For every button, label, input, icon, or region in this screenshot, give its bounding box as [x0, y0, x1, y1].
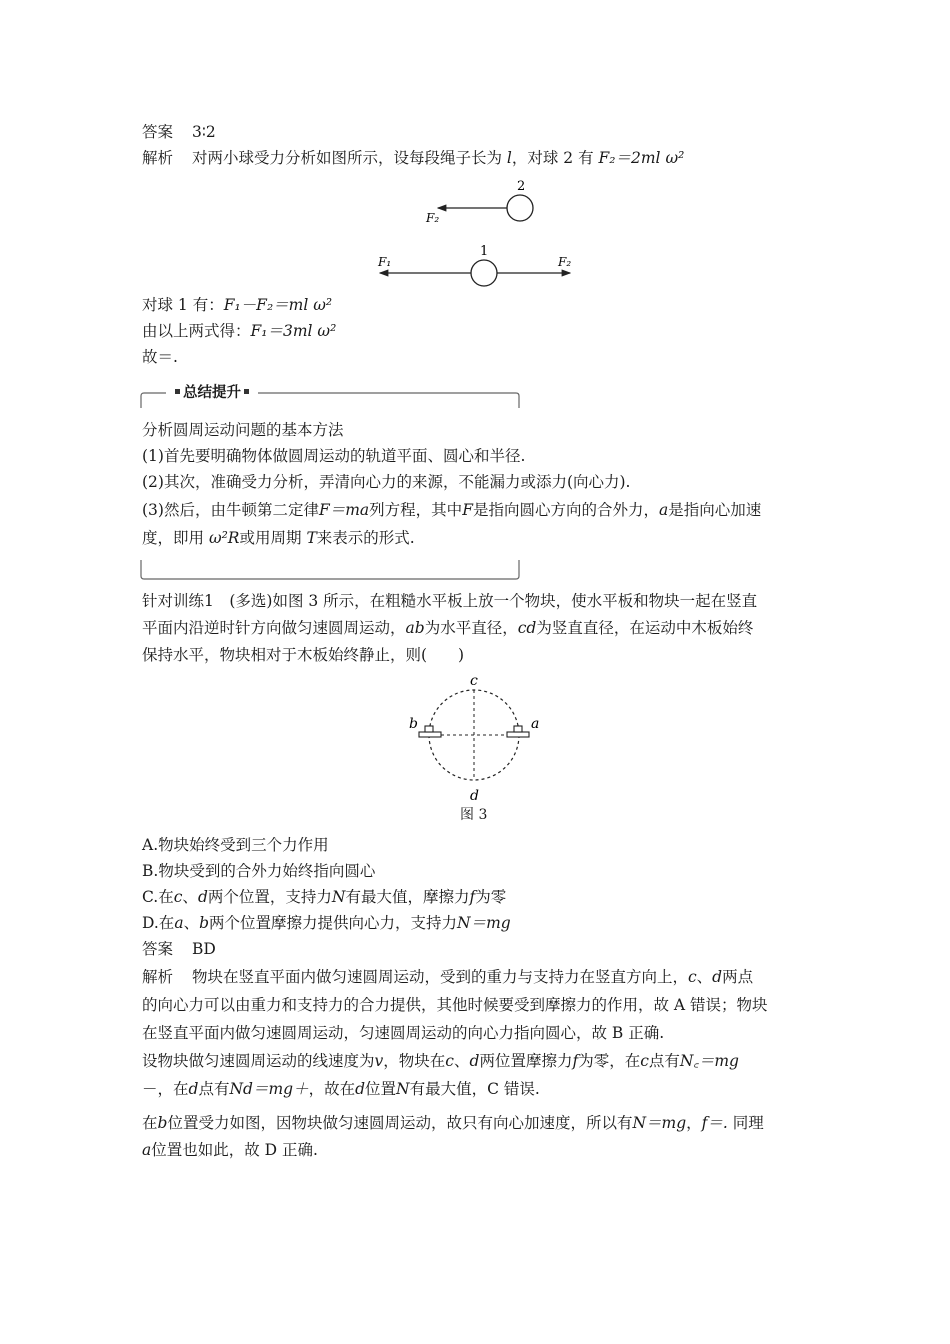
- a2-l5c: ，故在: [308, 1080, 356, 1098]
- analysis2-line-2: 的向心力可以由重力和支持力的合力提供，其他时候要受到摩擦力的作用，故 A 错误；物块: [142, 996, 768, 1014]
- answer-line-1: [142, 120, 216, 144]
- od-formula: N＝mg: [457, 914, 511, 932]
- ball-1-label: 1: [480, 244, 489, 259]
- s3b: 列方程，其中: [369, 501, 463, 519]
- eq2-prefix: 由以上两式得：: [142, 322, 251, 340]
- f2-top-label: F₂: [426, 211, 440, 225]
- a2-l4f: f: [572, 1052, 579, 1070]
- s3d: 是指向心加速: [668, 501, 762, 519]
- option-c: [142, 885, 506, 909]
- analysis2-line-4: [142, 1049, 739, 1073]
- option-a: A.物块始终受到三个力作用: [142, 836, 329, 854]
- summary-title: [166, 381, 258, 405]
- ball-1: [471, 260, 497, 286]
- summary-item-3-cont: [142, 526, 415, 550]
- s3f: F＝ma: [318, 501, 370, 519]
- a2-l4b: ，物块在: [383, 1052, 446, 1070]
- a2-l4sep: 、: [453, 1052, 470, 1070]
- a2-l1sep: 、: [696, 968, 713, 986]
- summary-item-2: (2)其次，准确受力分析，弄清向心力的来源，不能漏力或添力(向心力).: [142, 473, 631, 491]
- exercise-line-1: 针对训练1 (多选)如图 3 所示，在粗糙水平板上放一个物块，使水平板和物块一起在竖直: [142, 592, 758, 610]
- a2-l4Nc: N꜀＝mg: [679, 1052, 739, 1070]
- summary-title-text: 总结提升: [183, 385, 241, 401]
- a2-l4c2: c: [640, 1052, 649, 1070]
- oc-N: N: [331, 888, 346, 906]
- label-c: c: [470, 673, 478, 689]
- s3e: 度，即用: [142, 529, 205, 547]
- analysis2-label: 解析: [142, 968, 174, 986]
- var-l: l: [506, 149, 512, 167]
- od-bv: b: [199, 914, 210, 932]
- od-sep: 、: [183, 914, 200, 932]
- a2-l5b: 点有: [198, 1080, 230, 1098]
- a2-l5d: d: [188, 1080, 199, 1098]
- s3c: 是指向圆心方向的合外力，: [472, 501, 659, 519]
- oc-d: d: [197, 888, 208, 906]
- a2-l1d: d: [712, 968, 723, 986]
- f1-label: F₁: [378, 255, 392, 269]
- a2-l7a: a: [142, 1141, 152, 1159]
- formula-f2: F₂＝2ml ω²: [598, 149, 685, 167]
- od-a: D.在: [142, 914, 175, 932]
- ex2c: 为竖直直径，在运动中木板始终: [536, 619, 754, 637]
- a2-l5d2: d: [355, 1080, 366, 1098]
- a2-l6N: N＝mg: [632, 1114, 687, 1132]
- oc-a: C.在: [142, 888, 174, 906]
- board-a: [507, 732, 529, 737]
- oc-sep: 、: [182, 888, 198, 906]
- oc-b: 两个位置，支持力: [207, 888, 332, 906]
- analysis2-line-3: 在竖直平面内做匀速圆周运动，匀速圆周运动的向心力指向圆心，故 B 正确.: [142, 1024, 665, 1042]
- oc-f: f: [469, 888, 476, 906]
- a2-l6bb: 位置受力如图，因物块做匀速圆周运动，故只有向心加速度，所以有: [167, 1114, 633, 1132]
- analysis2-line-6: [142, 1111, 764, 1135]
- analysis-line-1: [142, 146, 684, 170]
- s3av: a: [658, 501, 669, 519]
- a2-l5a: －，在: [142, 1080, 189, 1098]
- s3g: 来表示的形式.: [316, 529, 415, 547]
- s3T: T: [306, 529, 317, 547]
- a2-l5Nd: Nd＝mg＋: [229, 1080, 309, 1098]
- block-b: [425, 726, 433, 732]
- answer2-value: BD: [191, 940, 216, 958]
- summary-item-1: (1)首先要明确物体做圆周运动的轨道平面、圆心和半径.: [142, 447, 526, 465]
- board-b: [419, 732, 441, 737]
- ex-cd: cd: [517, 619, 537, 637]
- label-a: a: [531, 716, 540, 732]
- analysis2-line-5: [142, 1077, 540, 1101]
- option-b: B.物块受到的合外力始终指向圆心: [142, 862, 376, 880]
- a2-l6d: 同理: [732, 1114, 764, 1132]
- s3w: ω²R: [208, 529, 240, 547]
- eq2-formula: F₁＝3ml ω²: [250, 322, 337, 340]
- oc-e: 为零: [475, 888, 507, 906]
- a2-l4a: 设物块做匀速圆周运动的线速度为: [142, 1052, 375, 1070]
- figure-3-caption: 图 3: [460, 807, 488, 823]
- a2-l4d: d: [469, 1052, 480, 1070]
- a2-l4v: v: [374, 1052, 384, 1070]
- a2-l7: 位置也如此，故 D 正确.: [151, 1141, 318, 1159]
- s3F: F: [462, 501, 473, 519]
- a2-l5e: 有最大值，C 错误.: [409, 1080, 540, 1098]
- equation-3: [142, 345, 178, 369]
- oc-c: c: [173, 888, 183, 906]
- analysis-text-2: ，对球 2 有: [511, 149, 594, 167]
- od-av: a: [174, 914, 184, 932]
- exercise-line-2: [142, 616, 753, 640]
- a2-l4c: c: [445, 1052, 454, 1070]
- ex2b: 为水平直径，: [424, 619, 518, 637]
- label-d: d: [470, 788, 479, 804]
- circle-motion-diagram: [400, 670, 550, 805]
- a2-l1c: c: [687, 968, 697, 986]
- a2-l4e: 点有: [648, 1052, 680, 1070]
- equation-2: [142, 319, 336, 343]
- a2-l4cc: 两位置摩擦力: [479, 1052, 573, 1070]
- od-b: 两个位置摩擦力提供向心力，支持力: [209, 914, 458, 932]
- a2-l6f: f＝.: [701, 1114, 733, 1132]
- exercise-line-3: 保持水平，物块相对于木板始终静止，则( ): [142, 646, 465, 664]
- equation-1: [142, 293, 332, 317]
- analysis-text: 对两小球受力分析如图所示，设每段绳子长为: [191, 149, 502, 167]
- answer-line-2: [142, 937, 216, 961]
- label-b: b: [409, 716, 418, 732]
- a2-l6b: b: [157, 1114, 168, 1132]
- analysis-label: 解析: [142, 149, 174, 167]
- ex-ab: ab: [405, 619, 425, 637]
- answer-value: 3∶2: [191, 123, 216, 141]
- eq3-text: 故＝.: [142, 348, 178, 366]
- answer-label: 答案: [142, 123, 174, 141]
- eq1-formula: F₁－F₂＝ml ω²: [223, 296, 333, 314]
- eq1-prefix: 对球 1 有：: [142, 296, 224, 314]
- a2-l1a: 物块在竖直平面内做匀速圆周运动，受到的重力与支持力在竖直方向上，: [191, 968, 688, 986]
- block-a: [514, 726, 522, 732]
- a2-l4dd: 为零，在: [578, 1052, 641, 1070]
- summary-heading: 分析圆周运动问题的基本方法: [142, 421, 344, 439]
- analysis2-line-7: [142, 1138, 318, 1162]
- f2-right-label: F₂: [558, 255, 572, 269]
- a2-l1b: 两点: [722, 968, 754, 986]
- s3ff: 或用周期: [239, 529, 302, 547]
- ball-2: [507, 195, 533, 221]
- a2-l6a: 在: [142, 1114, 158, 1132]
- a2-l5N: N: [396, 1080, 410, 1098]
- oc-c2: 有最大值，摩擦力: [345, 888, 470, 906]
- s3a: (3)然后，由牛顿第二定律: [142, 501, 319, 519]
- ball-2-label: 2: [517, 179, 526, 194]
- square-icon: [244, 389, 249, 394]
- analysis2-line-1: [142, 965, 753, 989]
- force-diagram: [370, 172, 590, 292]
- a2-l5dd: 位置: [365, 1080, 397, 1098]
- square-icon: [175, 389, 180, 394]
- answer2-label: 答案: [142, 940, 174, 958]
- option-d: [142, 911, 511, 935]
- summary-item-3: [142, 498, 761, 522]
- ex2a: 平面内沿逆时针方向做匀速圆周运动，: [142, 619, 406, 637]
- a2-l6c: ，: [686, 1114, 702, 1132]
